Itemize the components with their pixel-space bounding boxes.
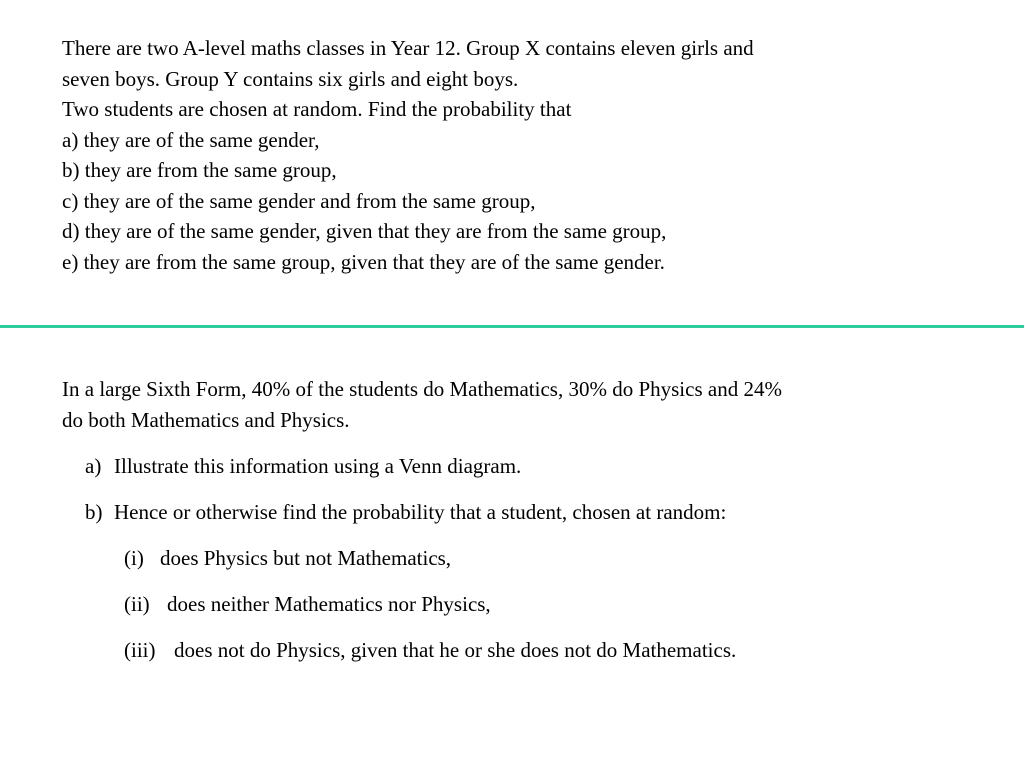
venn-subpart-i [124,543,451,574]
venn-question-intro-line: In a large Sixth Form, 40% of the students do Mathematics, 30% do Physics and 24% [62,377,782,401]
question-text-line: There are two A-level maths classes in Year 12. Group X contains eleven girls and [62,36,754,60]
subpart-label: (i) [124,546,144,570]
question-part-a: a) they are of the same gender, [62,127,320,152]
venn-subpart-iii [124,635,736,666]
venn-part-a [85,451,521,482]
subpart-label: (ii) [124,592,150,616]
venn-subpart-ii [124,589,491,620]
subpart-text: does neither Mathematics nor Physics, [167,592,491,616]
subpart-label: (iii) [124,638,156,662]
subpart-text: does not do Physics, given that he or she does not do Mathematics. [174,638,737,662]
probability-question-venn [62,374,982,436]
part-label: b) [85,500,103,524]
probability-question-groups [62,33,982,277]
part-text: Illustrate this information using a Venn diagram. [114,454,522,478]
part-text: Hence or otherwise find the probability that a student, chosen at random: [114,500,727,524]
question-text-line: Two students are chosen at random. Find the probability that [62,97,572,121]
section-divider [0,325,1024,328]
question-part-b: b) they are from the same group, [62,158,337,182]
venn-question-intro-line: do both Mathematics and Physics. [62,408,350,432]
venn-part-b [85,497,726,528]
question-text-line: seven boys. Group Y contains six girls and eight boys. [62,66,519,91]
part-label: a) [85,454,102,478]
question-part-d: d) they are of the same gender, given that they are from the same group, [62,219,667,243]
subpart-text: does Physics but not Mathematics, [160,546,452,570]
question-part-e: e) they are from the same group, given that they are of the same gender. [62,249,665,274]
question-part-c: c) they are of the same gender and from the same group, [62,188,536,213]
